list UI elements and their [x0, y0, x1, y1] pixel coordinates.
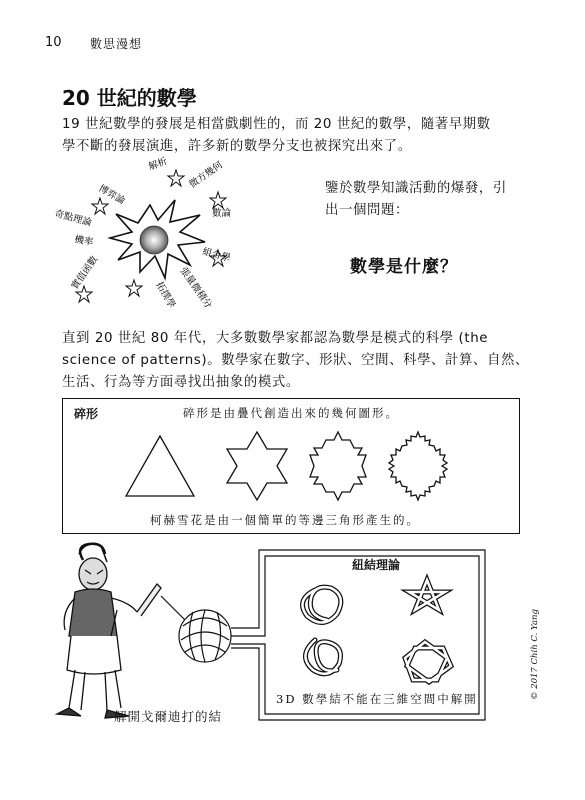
question-intro-line-2: 出一個問題：	[325, 203, 409, 218]
koch-stage-3-snowflake	[389, 432, 447, 500]
section-title: 20 世紀的數學	[62, 86, 197, 110]
field-differential-geometry: 微方幾何	[187, 159, 225, 191]
koch-stage-2-snowflake	[310, 432, 366, 500]
star-icon	[210, 192, 226, 208]
field-tensor-calculus: 張量微積分	[177, 265, 214, 311]
fractal-description: 碎形是由疊代創造出來的幾何圖形。	[183, 406, 399, 420]
field-topology: 拓撲學	[153, 280, 178, 311]
patterns-line-2: science of patterns)。數學家在數字、形狀、空間、科學、計算、自然、	[62, 353, 529, 368]
question-heading: 數學是什麼？	[350, 257, 458, 277]
koch-stage-0-triangle	[126, 436, 194, 496]
gordian-knot-caption: 解開戈爾迪打的結	[114, 709, 223, 724]
field-analysis: 解析	[147, 155, 169, 173]
field-probability: 機率	[73, 234, 95, 249]
intro-line-1: 19 世紀數學的發展是相當戲劇性的，而 20 世紀的數學，隨著早期數	[62, 117, 491, 132]
math-explosion-illustration	[40, 150, 280, 320]
field-game-theory: 博弈論	[96, 183, 127, 207]
fractal-label: 碎形	[74, 407, 99, 421]
question-intro	[325, 178, 525, 222]
field-singularity-theory: 奇點理論	[53, 208, 93, 229]
intro-line-2: 學不斷的發展演進，許多新的數學分支也被探究出來了。	[62, 139, 412, 154]
star-icon	[92, 198, 108, 214]
copyright-notice: © 2017 Chih C. Yang	[530, 609, 540, 700]
knot-caption: 3D 數學結不能在三維空間中解開	[276, 692, 478, 706]
patterns-line-1: 直到 20 世紀 80 年代，大多數數學家都認為數學是模式的科學 (the	[62, 331, 489, 346]
patterns-line-3: 生活、行為等方面尋找出抽象的模式。	[62, 375, 300, 390]
koch-caption: 柯赫雪花是由一個簡單的等邊三角形產生的。	[150, 513, 420, 527]
star-icon	[126, 280, 142, 296]
field-combinatorics: 組合學	[201, 246, 232, 265]
koch-snowflake-sequence	[120, 424, 480, 508]
question-intro-line-1: 鑒於數學知識活動的爆發，引	[325, 181, 507, 196]
page-number: 10	[45, 35, 62, 50]
gordian-knot	[161, 596, 231, 662]
koch-stage-1-star	[227, 432, 287, 500]
running-title: 數思漫想	[90, 37, 143, 51]
knot-diagrams	[303, 580, 452, 682]
field-real-functions: 實值函數	[69, 254, 101, 292]
field-number-theory: 數論	[212, 208, 232, 219]
warrior-figure	[57, 544, 161, 718]
knot-theory-title: 紐結理論	[352, 558, 401, 572]
star-icon	[168, 170, 184, 186]
